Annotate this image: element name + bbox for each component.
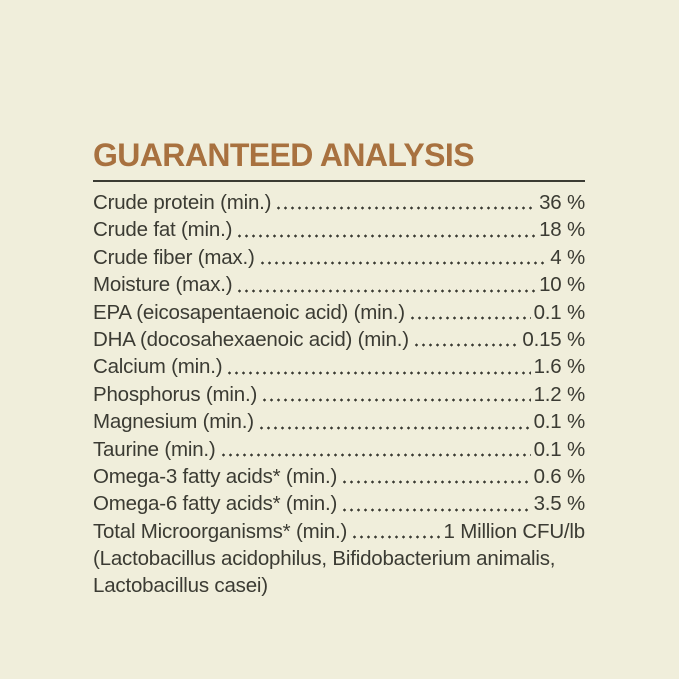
row-label: Magnesium (min.) [93, 410, 254, 434]
row-value: 0.1 % [533, 437, 585, 461]
dot-leader [220, 436, 531, 463]
table-row [93, 353, 585, 380]
table-row [93, 299, 585, 326]
dot-leader [236, 216, 536, 243]
dot-leader [226, 353, 530, 380]
title-divider [93, 180, 585, 182]
table-row [93, 244, 585, 271]
dot-leader [236, 271, 536, 298]
dot-leader [259, 244, 548, 271]
row-value: 0.1 % [533, 300, 585, 324]
row-label: Phosphorus (min.) [93, 382, 258, 406]
row-label: Taurine (min.) [93, 437, 216, 461]
table-row [93, 463, 585, 490]
note-line: (Lactobacillus acidophilus, Bifidobacterium animalis, [93, 547, 556, 571]
row-value: 1.2 % [533, 382, 585, 406]
row-value: 1.6 % [533, 355, 585, 379]
dot-leader [258, 408, 531, 435]
table-row [93, 518, 585, 545]
table-row [93, 271, 585, 298]
dot-leader [409, 299, 531, 326]
row-label: Total Microorganisms* (min.) [93, 519, 348, 543]
row-value: 36 % [539, 190, 585, 214]
table-row [93, 436, 585, 463]
table-row [93, 326, 585, 353]
row-value: 18 % [539, 218, 585, 242]
row-label: Crude fiber (max.) [93, 245, 255, 269]
dot-leader [351, 518, 440, 545]
row-value: 4 % [550, 245, 585, 269]
row-label: Crude fat (min.) [93, 218, 233, 242]
dot-leader [275, 189, 536, 216]
row-label: Crude protein (min.) [93, 190, 272, 214]
dot-leader [341, 463, 530, 490]
guaranteed-analysis-panel [93, 138, 585, 600]
row-value: 0.1 % [533, 410, 585, 434]
dot-leader [261, 381, 530, 408]
table-row [93, 189, 585, 216]
page-title: GUARANTEED ANALYSIS [93, 137, 474, 173]
row-label: EPA (eicosapentaenoic acid) (min.) [93, 300, 405, 324]
table-row [93, 408, 585, 435]
dot-leader [413, 326, 520, 353]
row-value: 1 Million CFU/lb [443, 519, 585, 543]
row-value: 3.5 % [533, 492, 585, 516]
row-label: Omega-3 fatty acids* (min.) [93, 464, 338, 488]
row-label: Omega-6 fatty acids* (min.) [93, 492, 338, 516]
table-row [93, 216, 585, 243]
row-label: Moisture (max.) [93, 273, 233, 297]
row-label: DHA (docosahexaenoic acid) (min.) [93, 327, 409, 351]
table-row [93, 490, 585, 517]
table-row [93, 381, 585, 408]
row-value: 0.15 % [522, 327, 585, 351]
row-label: Calcium (min.) [93, 355, 223, 379]
row-value: 10 % [539, 273, 585, 297]
note-line: Lactobacillus casei) [93, 574, 268, 598]
microorganisms-note [93, 545, 585, 600]
analysis-table [93, 189, 585, 545]
dot-leader [341, 490, 530, 517]
row-value: 0.6 % [533, 464, 585, 488]
